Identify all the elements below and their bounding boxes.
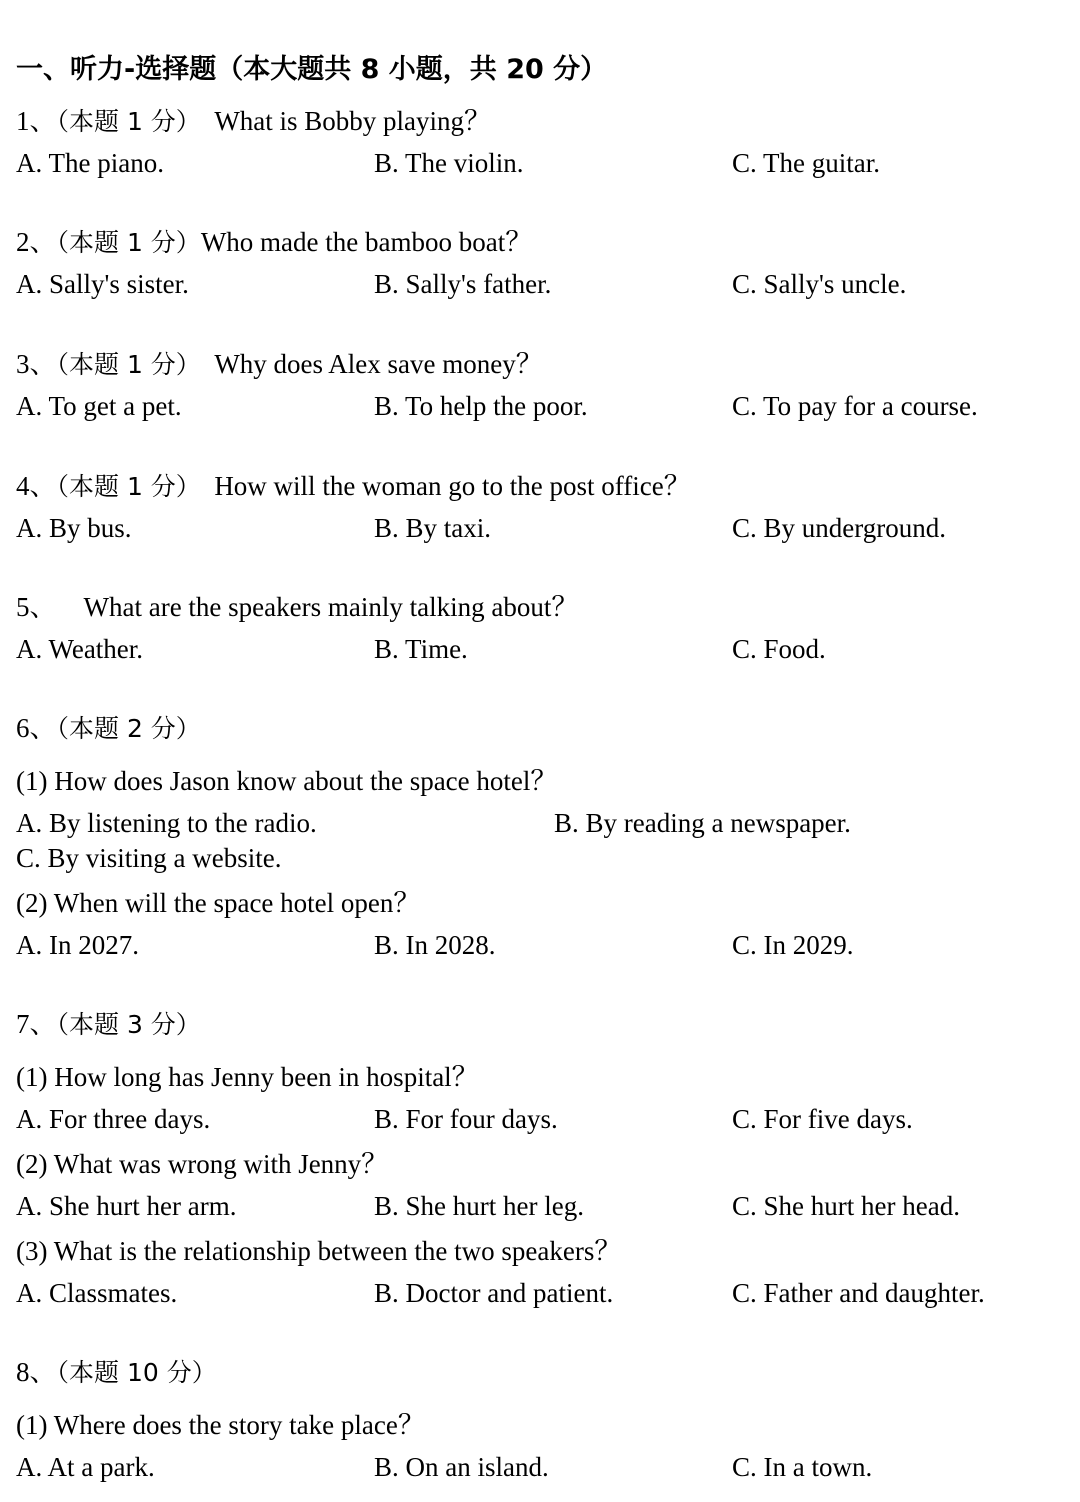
sub-question-stem: (1) How does Jason know about the space hotel？ [16,766,558,796]
option-c[interactable]: C. In a town. [732,1452,873,1482]
option-b[interactable]: B. Sally's father. [374,269,552,299]
option-a[interactable]: A. By listening to the radio. [16,808,317,838]
sub-question-stem: (1) Where does the story take place？ [16,1410,425,1440]
question-5 [16,594,578,621]
options-q7-2 [16,1193,1076,1227]
question-4 [16,473,691,500]
options-q3 [16,393,1076,427]
option-c[interactable]: C. To pay for a course. [732,391,978,421]
option-b[interactable]: B. By reading a newspaper. [554,808,851,838]
options-q2 [16,271,1076,305]
option-a[interactable]: A. In 2027. [16,930,139,960]
option-b[interactable]: B. For four days. [374,1104,558,1134]
option-b[interactable]: B. Time. [374,634,468,664]
option-b[interactable]: B. Doctor and patient. [374,1278,614,1308]
option-a[interactable]: A. She hurt her arm. [16,1191,237,1221]
question-score: （本题 2 分） [56,714,201,743]
option-c[interactable]: C. She hurt her head. [732,1191,960,1221]
options-q4 [16,515,1076,549]
option-c[interactable]: C. The guitar. [732,148,880,178]
options-q5 [16,636,1076,670]
question-number: 5、 [16,592,57,622]
question-number: 1、 [16,106,57,136]
question-number: 7、 [16,1009,57,1039]
option-a[interactable]: A. Classmates. [16,1278,178,1308]
question-score: （本题 1 分） [56,472,201,501]
option-a[interactable]: A. The piano. [16,148,164,178]
option-a[interactable]: A. Sally's sister. [16,269,189,299]
options-q6-1 [16,810,1076,844]
question-score: （本题 1 分） [56,228,201,257]
question-7 [16,1011,201,1038]
question-number: 6、 [16,713,57,743]
question-3 [16,351,543,378]
question-score: （本题 1 分） [56,107,201,136]
option-c[interactable]: C. For five days. [732,1104,913,1134]
section-title: 一、听力-选择题（本大题共 8 小题，共 20 分） [16,54,608,85]
question-number: 8、 [16,1357,57,1387]
question-8 [16,1359,217,1386]
option-a[interactable]: A. Weather. [16,634,144,664]
question-stem: What is Bobby playing？ [214,106,492,136]
question-stem: Why does Alex save money？ [214,349,543,379]
question-score: （本题 1 分） [56,350,201,379]
option-c[interactable]: C. In 2029. [732,930,854,960]
question-1 [16,108,491,135]
option-c[interactable]: C. Father and daughter. [732,1278,985,1308]
options-q6-2 [16,932,1076,966]
option-a[interactable]: A. By bus. [16,513,132,543]
option-c[interactable]: C. Sally's uncle. [732,269,907,299]
option-b[interactable]: B. The violin. [374,148,524,178]
question-score: （本题 3 分） [56,1010,201,1039]
option-c[interactable]: C. By visiting a website. [16,843,282,873]
option-a[interactable]: A. For three days. [16,1104,211,1134]
sub-question-stem: (3) What is the relationship between the two speakers？ [16,1236,622,1266]
question-number: 3、 [16,349,57,379]
option-b[interactable]: B. In 2028. [374,930,496,960]
sub-question-stem: (2) What was wrong with Jenny？ [16,1149,389,1179]
options-q8-1 [16,1454,1076,1488]
option-b[interactable]: B. To help the poor. [374,391,588,421]
options-q7-3 [16,1280,1076,1314]
option-c[interactable]: C. By underground. [732,513,946,543]
option-b[interactable]: B. She hurt her leg. [374,1191,584,1221]
sub-question-stem: (1) How long has Jenny been in hospital？ [16,1062,479,1092]
option-a[interactable]: A. To get a pet. [16,391,182,421]
option-b[interactable]: B. By taxi. [374,513,492,543]
options-q7-1 [16,1106,1076,1140]
sub-question-stem: (2) When will the space hotel open？ [16,888,421,918]
question-number: 4、 [16,471,57,501]
question-stem: Who made the bamboo boat？ [200,227,533,257]
question-6 [16,715,201,742]
option-c[interactable]: C. Food. [732,634,826,664]
question-score: （本题 10 分） [56,1358,217,1387]
question-2 [16,229,532,256]
question-stem: What are the speakers mainly talking about？ [83,592,579,622]
option-b[interactable]: B. On an island. [374,1452,549,1482]
option-a[interactable]: A. At a park. [16,1452,155,1482]
question-number: 2、 [16,227,57,257]
options-q1 [16,150,1076,184]
question-stem: How will the woman go to the post office？ [214,471,691,501]
